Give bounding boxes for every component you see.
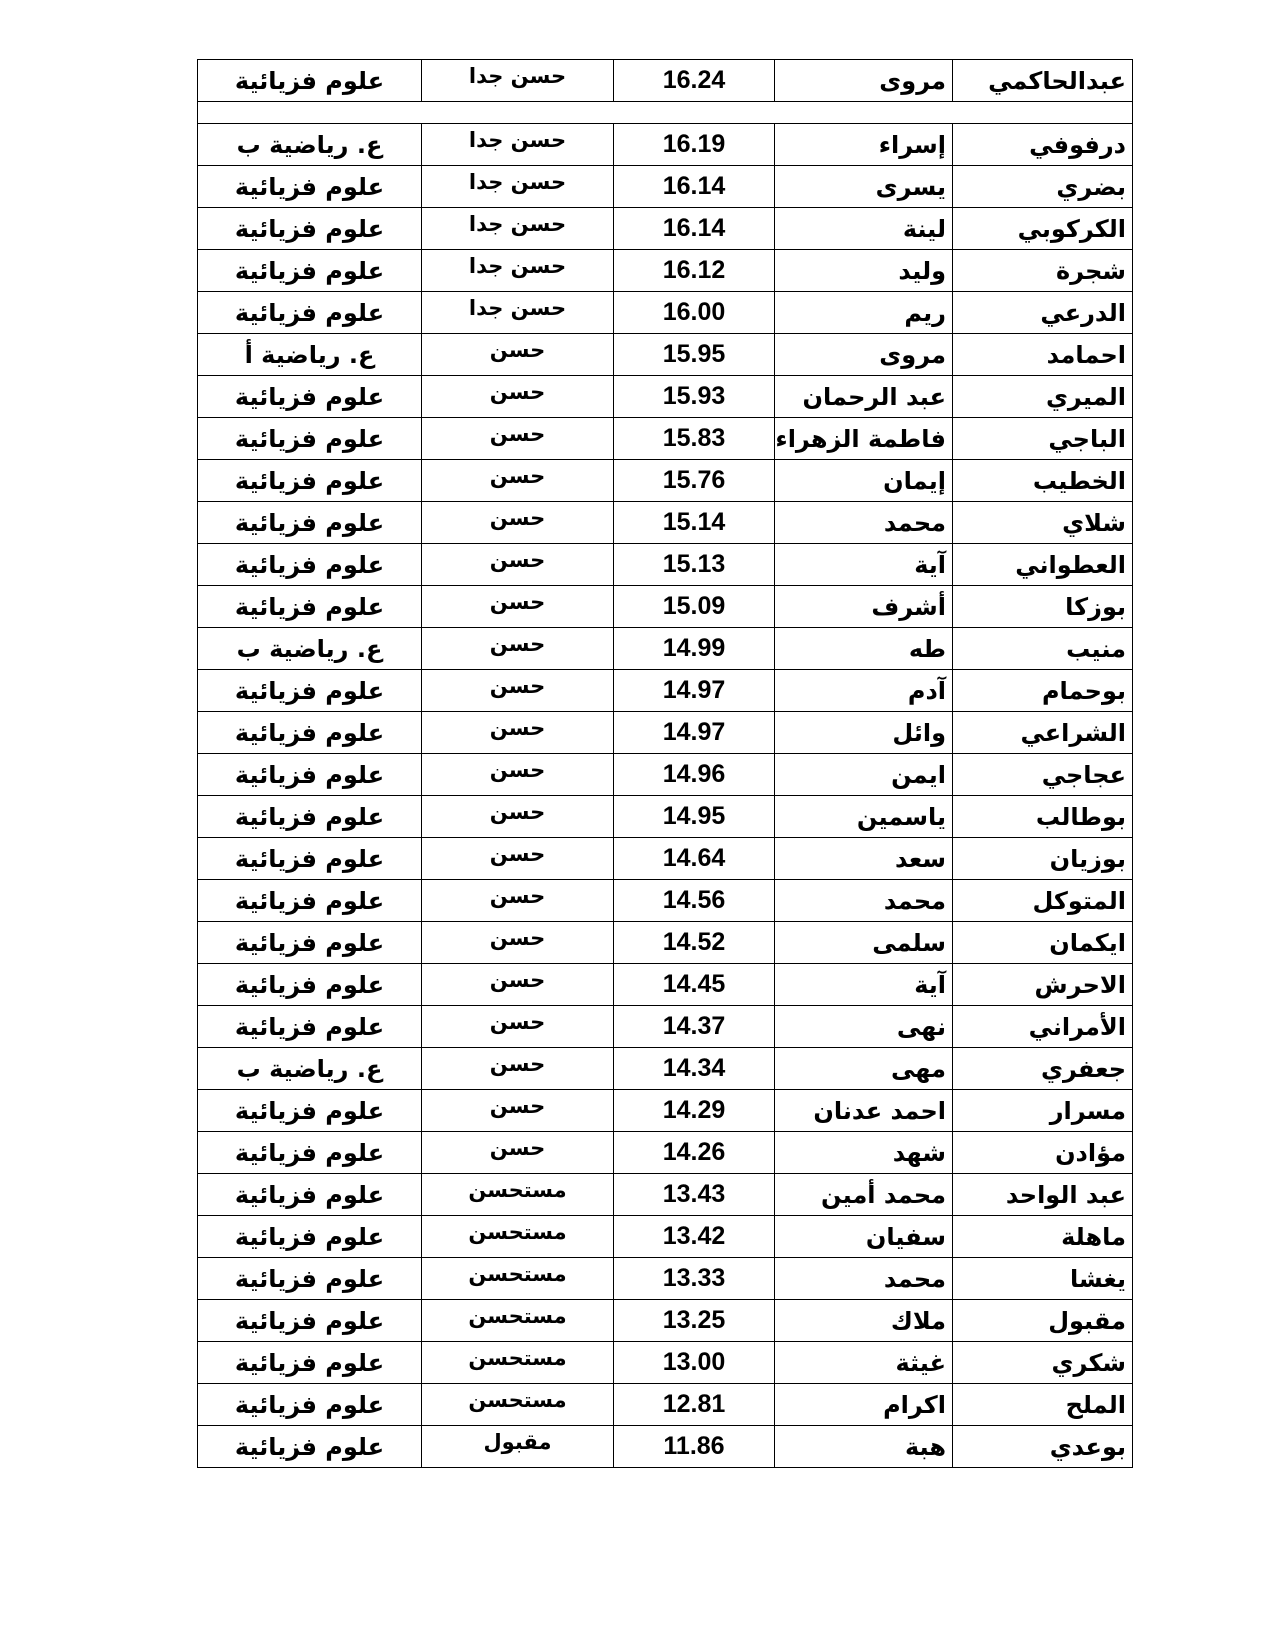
- last-name-cell: ماهلة: [953, 1216, 1133, 1258]
- last-name-cell: ايكمان: [953, 922, 1133, 964]
- table-row: [198, 1132, 1133, 1174]
- table-row: [198, 922, 1133, 964]
- table-row: [198, 1216, 1133, 1258]
- score-cell: 13.25: [614, 1300, 775, 1342]
- mention-cell: حسن: [422, 544, 614, 586]
- mention-cell: حسن: [422, 586, 614, 628]
- score-cell: 16.14: [614, 208, 775, 250]
- mention-cell: حسن: [422, 628, 614, 670]
- mention-cell: مستحسن: [422, 1384, 614, 1426]
- score-cell: 14.96: [614, 754, 775, 796]
- table-row: [198, 586, 1133, 628]
- branch-cell: علوم فزيائية: [198, 502, 422, 544]
- table-row: [198, 166, 1133, 208]
- score-cell: 16.00: [614, 292, 775, 334]
- table-row: [198, 1300, 1133, 1342]
- branch-cell: علوم فزيائية: [198, 1006, 422, 1048]
- first-name-cell: مروى: [775, 334, 953, 376]
- score-cell: 14.52: [614, 922, 775, 964]
- score-cell: 13.42: [614, 1216, 775, 1258]
- mention-cell: حسن: [422, 964, 614, 1006]
- branch-cell: علوم فزيائية: [198, 964, 422, 1006]
- last-name-cell: درفوفي: [953, 124, 1133, 166]
- table-row: [198, 1090, 1133, 1132]
- score-cell: 14.56: [614, 880, 775, 922]
- mention-cell: حسن جدا: [422, 250, 614, 292]
- first-name-cell: عبد الرحمان: [775, 376, 953, 418]
- mention-cell: حسن: [422, 1132, 614, 1174]
- score-cell: 15.13: [614, 544, 775, 586]
- mention-cell: حسن: [422, 880, 614, 922]
- table-row: [198, 1174, 1133, 1216]
- branch-cell: علوم فزيائية: [198, 1384, 422, 1426]
- branch-cell: علوم فزيائية: [198, 376, 422, 418]
- mention-cell: حسن: [422, 1048, 614, 1090]
- score-cell: 14.34: [614, 1048, 775, 1090]
- table-row: [198, 60, 1133, 102]
- last-name-cell: منيب: [953, 628, 1133, 670]
- mention-cell: حسن جدا: [422, 60, 614, 102]
- first-name-cell: احمد عدنان: [775, 1090, 953, 1132]
- first-name-cell: آية: [775, 544, 953, 586]
- table-row: [198, 544, 1133, 586]
- table-row: [198, 250, 1133, 292]
- branch-cell: علوم فزيائية: [198, 1300, 422, 1342]
- table-row: [198, 292, 1133, 334]
- mention-cell: حسن جدا: [422, 166, 614, 208]
- table-row: [198, 1342, 1133, 1384]
- score-cell: 15.09: [614, 586, 775, 628]
- branch-cell: علوم فزيائية: [198, 1426, 422, 1468]
- first-name-cell: هبة: [775, 1426, 953, 1468]
- first-name-cell: محمد: [775, 880, 953, 922]
- spacer-row: [198, 102, 1133, 124]
- table-row: [198, 1048, 1133, 1090]
- table-row: [198, 208, 1133, 250]
- score-cell: 13.43: [614, 1174, 775, 1216]
- first-name-cell: اكرام: [775, 1384, 953, 1426]
- first-name-cell: لينة: [775, 208, 953, 250]
- score-cell: 13.00: [614, 1342, 775, 1384]
- mention-cell: حسن: [422, 460, 614, 502]
- branch-cell: علوم فزيائية: [198, 1174, 422, 1216]
- first-name-cell: ملاك: [775, 1300, 953, 1342]
- first-name-cell: نهى: [775, 1006, 953, 1048]
- branch-cell: ع. رياضية أ: [198, 334, 422, 376]
- first-name-cell: وائل: [775, 712, 953, 754]
- mention-cell: حسن: [422, 754, 614, 796]
- score-cell: 14.99: [614, 628, 775, 670]
- branch-cell: علوم فزيائية: [198, 250, 422, 292]
- score-cell: 15.83: [614, 418, 775, 460]
- table-row: [198, 502, 1133, 544]
- branch-cell: علوم فزيائية: [198, 670, 422, 712]
- results-table-body: [198, 60, 1133, 1468]
- table-row: [198, 964, 1133, 1006]
- score-cell: 14.95: [614, 796, 775, 838]
- table-row: [198, 628, 1133, 670]
- last-name-cell: بوزكا: [953, 586, 1133, 628]
- mention-cell: حسن: [422, 838, 614, 880]
- branch-cell: علوم فزيائية: [198, 922, 422, 964]
- last-name-cell: العطواني: [953, 544, 1133, 586]
- branch-cell: علوم فزيائية: [198, 208, 422, 250]
- first-name-cell: مروى: [775, 60, 953, 102]
- last-name-cell: الخطيب: [953, 460, 1133, 502]
- score-cell: 14.26: [614, 1132, 775, 1174]
- first-name-cell: محمد: [775, 502, 953, 544]
- first-name-cell: فاطمة الزهراء: [775, 418, 953, 460]
- mention-cell: حسن جدا: [422, 292, 614, 334]
- spacer-cell: [198, 102, 1133, 124]
- first-name-cell: محمد أمين: [775, 1174, 953, 1216]
- first-name-cell: شهد: [775, 1132, 953, 1174]
- branch-cell: علوم فزيائية: [198, 60, 422, 102]
- table-row: [198, 1426, 1133, 1468]
- branch-cell: علوم فزيائية: [198, 796, 422, 838]
- first-name-cell: سعد: [775, 838, 953, 880]
- table-row: [198, 670, 1133, 712]
- score-cell: 16.19: [614, 124, 775, 166]
- first-name-cell: محمد: [775, 1258, 953, 1300]
- score-cell: 11.86: [614, 1426, 775, 1468]
- last-name-cell: شكري: [953, 1342, 1133, 1384]
- first-name-cell: أشرف: [775, 586, 953, 628]
- score-cell: 15.95: [614, 334, 775, 376]
- branch-cell: ع. رياضية ب: [198, 1048, 422, 1090]
- mention-cell: حسن: [422, 796, 614, 838]
- last-name-cell: الشراعي: [953, 712, 1133, 754]
- table-row: [198, 334, 1133, 376]
- first-name-cell: ايمن: [775, 754, 953, 796]
- table-row: [198, 796, 1133, 838]
- score-cell: 14.97: [614, 670, 775, 712]
- first-name-cell: مهى: [775, 1048, 953, 1090]
- last-name-cell: الكركوبي: [953, 208, 1133, 250]
- table-row: [198, 1258, 1133, 1300]
- table-row: [198, 418, 1133, 460]
- branch-cell: علوم فزيائية: [198, 586, 422, 628]
- mention-cell: مستحسن: [422, 1342, 614, 1384]
- branch-cell: علوم فزيائية: [198, 1342, 422, 1384]
- branch-cell: علوم فزيائية: [198, 1216, 422, 1258]
- last-name-cell: عبد الواحد: [953, 1174, 1133, 1216]
- table-row: [198, 1384, 1133, 1426]
- last-name-cell: مؤادن: [953, 1132, 1133, 1174]
- mention-cell: حسن جدا: [422, 124, 614, 166]
- last-name-cell: شجرة: [953, 250, 1133, 292]
- first-name-cell: غيثة: [775, 1342, 953, 1384]
- last-name-cell: بوعدي: [953, 1426, 1133, 1468]
- table-row: [198, 124, 1133, 166]
- score-cell: 16.14: [614, 166, 775, 208]
- first-name-cell: طه: [775, 628, 953, 670]
- score-cell: 14.64: [614, 838, 775, 880]
- score-cell: 15.93: [614, 376, 775, 418]
- table-row: [198, 376, 1133, 418]
- mention-cell: حسن: [422, 1006, 614, 1048]
- results-sheet: [197, 59, 1132, 1468]
- first-name-cell: سفيان: [775, 1216, 953, 1258]
- branch-cell: علوم فزيائية: [198, 460, 422, 502]
- score-cell: 14.97: [614, 712, 775, 754]
- table-row: [198, 1006, 1133, 1048]
- last-name-cell: مقبول: [953, 1300, 1133, 1342]
- mention-cell: مستحسن: [422, 1216, 614, 1258]
- first-name-cell: وليد: [775, 250, 953, 292]
- mention-cell: حسن: [422, 1090, 614, 1132]
- score-cell: 15.14: [614, 502, 775, 544]
- score-cell: 16.24: [614, 60, 775, 102]
- first-name-cell: ريم: [775, 292, 953, 334]
- branch-cell: ع. رياضية ب: [198, 628, 422, 670]
- table-row: [198, 880, 1133, 922]
- last-name-cell: بوزيان: [953, 838, 1133, 880]
- first-name-cell: إسراء: [775, 124, 953, 166]
- last-name-cell: بوطالب: [953, 796, 1133, 838]
- first-name-cell: آدم: [775, 670, 953, 712]
- score-cell: 12.81: [614, 1384, 775, 1426]
- first-name-cell: إيمان: [775, 460, 953, 502]
- score-cell: 15.76: [614, 460, 775, 502]
- last-name-cell: مسرار: [953, 1090, 1133, 1132]
- last-name-cell: بوحمام: [953, 670, 1133, 712]
- first-name-cell: يسرى: [775, 166, 953, 208]
- last-name-cell: يغشا: [953, 1258, 1133, 1300]
- last-name-cell: الملح: [953, 1384, 1133, 1426]
- results-table: [197, 59, 1133, 1468]
- last-name-cell: الدرعي: [953, 292, 1133, 334]
- mention-cell: مستحسن: [422, 1258, 614, 1300]
- branch-cell: علوم فزيائية: [198, 754, 422, 796]
- branch-cell: علوم فزيائية: [198, 1258, 422, 1300]
- score-cell: 14.37: [614, 1006, 775, 1048]
- branch-cell: علوم فزيائية: [198, 1090, 422, 1132]
- mention-cell: حسن: [422, 502, 614, 544]
- last-name-cell: احمامد: [953, 334, 1133, 376]
- last-name-cell: الأمراني: [953, 1006, 1133, 1048]
- branch-cell: علوم فزيائية: [198, 838, 422, 880]
- score-cell: 14.29: [614, 1090, 775, 1132]
- score-cell: 14.45: [614, 964, 775, 1006]
- last-name-cell: عجاجي: [953, 754, 1133, 796]
- mention-cell: حسن: [422, 670, 614, 712]
- branch-cell: علوم فزيائية: [198, 166, 422, 208]
- branch-cell: علوم فزيائية: [198, 544, 422, 586]
- branch-cell: ع. رياضية ب: [198, 124, 422, 166]
- last-name-cell: بضري: [953, 166, 1133, 208]
- first-name-cell: آية: [775, 964, 953, 1006]
- last-name-cell: الميري: [953, 376, 1133, 418]
- branch-cell: علوم فزيائية: [198, 418, 422, 460]
- branch-cell: علوم فزيائية: [198, 292, 422, 334]
- mention-cell: حسن: [422, 418, 614, 460]
- branch-cell: علوم فزيائية: [198, 880, 422, 922]
- mention-cell: حسن: [422, 712, 614, 754]
- last-name-cell: الاحرش: [953, 964, 1133, 1006]
- mention-cell: حسن جدا: [422, 208, 614, 250]
- first-name-cell: ياسمين: [775, 796, 953, 838]
- mention-cell: مستحسن: [422, 1300, 614, 1342]
- mention-cell: مستحسن: [422, 1174, 614, 1216]
- branch-cell: علوم فزيائية: [198, 1132, 422, 1174]
- mention-cell: مقبول: [422, 1426, 614, 1468]
- score-cell: 13.33: [614, 1258, 775, 1300]
- last-name-cell: المتوكل: [953, 880, 1133, 922]
- last-name-cell: جعفري: [953, 1048, 1133, 1090]
- branch-cell: علوم فزيائية: [198, 712, 422, 754]
- mention-cell: حسن: [422, 922, 614, 964]
- table-row: [198, 712, 1133, 754]
- table-row: [198, 460, 1133, 502]
- table-row: [198, 754, 1133, 796]
- table-row: [198, 838, 1133, 880]
- mention-cell: حسن: [422, 376, 614, 418]
- last-name-cell: شلاي: [953, 502, 1133, 544]
- score-cell: 16.12: [614, 250, 775, 292]
- last-name-cell: عبدالحاكمي: [953, 60, 1133, 102]
- first-name-cell: سلمى: [775, 922, 953, 964]
- last-name-cell: الباجي: [953, 418, 1133, 460]
- mention-cell: حسن: [422, 334, 614, 376]
